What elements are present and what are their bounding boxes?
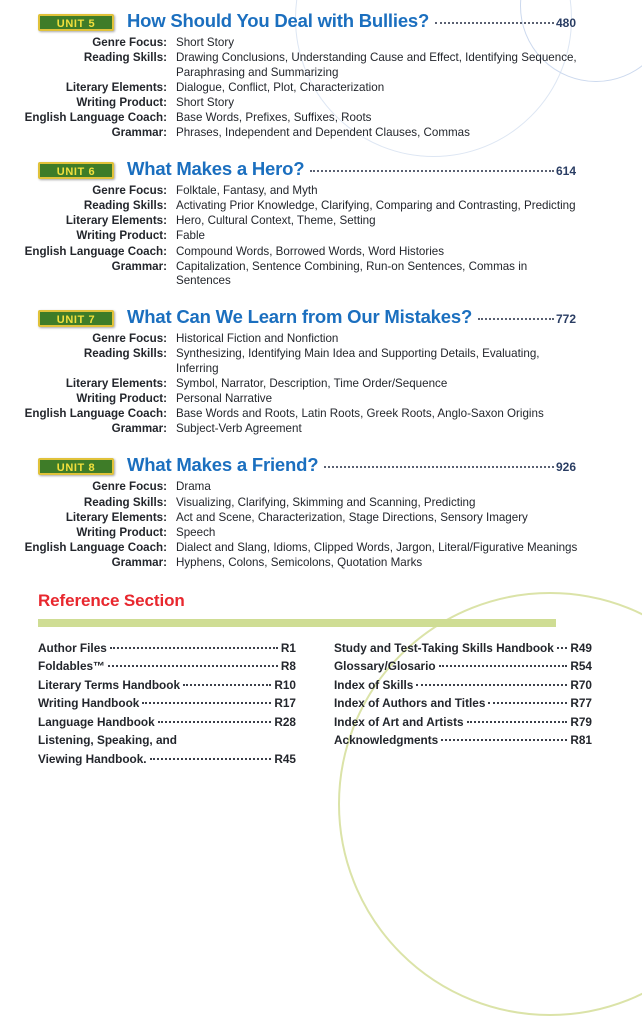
reference-item-label: Literary Terms Handbook [38, 677, 181, 692]
reference-item-page: R45 [274, 751, 296, 766]
detail-label: Grammar: [111, 259, 167, 273]
detail-row [0, 511, 642, 526]
reference-item-label: Author Files [38, 640, 107, 655]
reference-item-page: R28 [274, 714, 296, 729]
dot-leader [150, 757, 272, 760]
detail-label: English Language Coach: [24, 540, 167, 554]
detail-value: Subject-Verb Agreement [176, 422, 302, 436]
reference-section-rule [38, 619, 556, 627]
detail-row [0, 332, 642, 347]
detail-label: English Language Coach: [24, 244, 167, 258]
detail-label: Literary Elements: [65, 377, 167, 391]
unit-detail-rows [0, 36, 642, 141]
reference-columns [38, 640, 592, 771]
unit-page-number: 926 [555, 460, 576, 475]
detail-value: Dialogue, Conflict, Plot, Characterization [176, 80, 385, 94]
detail-label: Writing Product: [76, 229, 167, 243]
detail-label: Reading Skills: [83, 51, 167, 65]
detail-label: Writing Product: [76, 525, 167, 539]
dot-leader [183, 683, 271, 686]
detail-row [0, 111, 642, 126]
detail-value: Base Words and Roots, Latin Roots, Greek Roots, Anglo-Saxon Origins [176, 407, 544, 421]
dot-leader [110, 646, 278, 649]
dot-leader [441, 738, 567, 741]
detail-value: Historical Fiction and Nonfiction [176, 332, 339, 346]
detail-value: Hero, Cultural Context, Theme, Setting [176, 214, 376, 228]
unit-page-number: 480 [555, 16, 576, 30]
detail-value: Drama [176, 480, 211, 494]
unit-entry-5 [0, 0, 642, 141]
dot-leader [557, 646, 568, 649]
reference-item-page: R17 [274, 696, 296, 711]
reference-item[interactable] [334, 678, 592, 692]
detail-row [0, 184, 642, 199]
detail-label: Reading Skills: [83, 495, 167, 509]
detail-row [0, 407, 642, 422]
reference-item-label: Glossary/Glosario [334, 659, 436, 674]
detail-label: Grammar: [111, 555, 167, 569]
unit-page-number: 772 [555, 312, 576, 327]
reference-item[interactable] [334, 733, 592, 747]
detail-value: Short Story [176, 36, 234, 49]
detail-label: Literary Elements: [65, 510, 167, 524]
reference-item-page: R70 [570, 677, 592, 692]
reference-item-page: R77 [570, 696, 592, 711]
detail-row [0, 51, 642, 80]
detail-value: Activating Prior Knowledge, Clarifying, Comparing and Contrasting, Predicting [176, 199, 576, 213]
reference-item[interactable] [38, 715, 296, 729]
unit-title[interactable]: How Should You Deal with Bullies? [127, 10, 430, 31]
detail-row [0, 377, 642, 392]
detail-row [0, 480, 642, 495]
detail-value: Synthesizing, Identifying Main Idea and Supporting Details, Evaluating, Inferring [176, 347, 540, 375]
detail-value: Folktale, Fantasy, and Myth [176, 184, 318, 198]
detail-value: Compound Words, Borrowed Words, Word Histories [176, 244, 445, 258]
detail-value: Symbol, Narrator, Description, Time Order/Sequence [176, 377, 448, 391]
detail-row [0, 36, 642, 51]
unit-header [0, 10, 642, 32]
unit-header [0, 306, 642, 328]
dot-leader [488, 701, 567, 704]
detail-value: Act and Scene, Characterization, Stage Directions, Sensory Imagery [176, 510, 528, 524]
dot-leader [158, 720, 272, 723]
detail-value: Capitalization, Sentence Combining, Run-on Sentences, Commas in Sentences [176, 259, 528, 288]
unit-badge[interactable]: UNIT 6 [38, 162, 114, 179]
reference-item-label: Listening, Speaking, and [38, 733, 177, 748]
detail-value: Phrases, Independent and Dependent Clauses, Commas [176, 126, 470, 140]
unit-detail-rows [0, 480, 642, 570]
detail-label: Writing Product: [76, 392, 167, 406]
detail-row [0, 541, 642, 556]
reference-item-label: Index of Authors and Titles [334, 696, 486, 711]
unit-title-line [127, 158, 576, 180]
dot-leader [467, 720, 568, 723]
detail-label: Genre Focus: [92, 332, 167, 346]
reference-item-page: R49 [570, 640, 592, 655]
reference-section [0, 591, 642, 771]
unit-detail-rows [0, 184, 642, 289]
detail-label: Reading Skills: [83, 199, 167, 213]
detail-label: Literary Elements: [65, 214, 167, 228]
detail-row [0, 260, 642, 289]
dot-leader [310, 169, 554, 172]
detail-row [0, 556, 642, 571]
unit-title-line [127, 454, 576, 476]
dot-leader [416, 683, 567, 686]
detail-label: English Language Coach: [24, 407, 167, 421]
reference-item-page: R79 [570, 714, 592, 729]
detail-row [0, 214, 642, 229]
detail-label: Reading Skills: [83, 347, 167, 361]
unit-title[interactable]: What Can We Learn from Our Mistakes? [127, 306, 473, 328]
reference-item-label: Study and Test-Taking Skills Handbook [334, 640, 554, 655]
detail-value: Drawing Conclusions, Understanding Cause and Effect, Identifying Sequence, Paraphrasing and Summarizing [176, 51, 577, 79]
detail-row [0, 126, 642, 141]
unit-page-number: 614 [555, 164, 576, 179]
reference-item-label: Viewing Handbook. [38, 751, 147, 766]
dot-leader [439, 664, 568, 667]
unit-badge[interactable]: UNIT 8 [38, 458, 114, 475]
reference-item[interactable] [334, 696, 592, 710]
reference-item-page: R81 [570, 733, 592, 748]
reference-item[interactable] [38, 752, 296, 766]
detail-row [0, 526, 642, 541]
detail-label: Grammar: [111, 422, 167, 436]
unit-detail-rows [0, 332, 642, 437]
reference-item[interactable] [38, 659, 296, 673]
detail-value: Base Words, Prefixes, Suffixes, Roots [176, 110, 372, 124]
unit-entry-8 [0, 437, 642, 570]
reference-item-label: Language Handbook [38, 714, 155, 729]
dot-leader [108, 664, 278, 667]
reference-item[interactable] [38, 678, 296, 692]
reference-section-heading: Reference Section [38, 590, 185, 610]
detail-value: Hyphens, Colons, Semicolons, Quotation Marks [176, 555, 423, 569]
reference-item-label: Acknowledgments [334, 733, 439, 748]
detail-label: English Language Coach: [24, 110, 167, 124]
reference-item-page: R54 [570, 659, 592, 674]
reference-column-left [38, 641, 296, 771]
unit-entry-7 [0, 289, 642, 437]
reference-item-page: R10 [274, 677, 296, 692]
unit-title[interactable]: What Makes a Friend? [127, 454, 319, 476]
reference-item-label: Writing Handbook [38, 696, 140, 711]
detail-label: Genre Focus: [92, 480, 167, 494]
detail-label: Writing Product: [76, 95, 167, 109]
unit-entry-6 [0, 141, 642, 289]
dot-leader [324, 465, 554, 468]
detail-row [0, 347, 642, 376]
detail-row [0, 229, 642, 244]
reference-item[interactable] [38, 733, 296, 747]
unit-header [0, 158, 642, 180]
detail-value: Visualizing, Clarifying, Skimming and Scanning, Predicting [176, 495, 476, 509]
detail-row [0, 496, 642, 511]
detail-value: Speech [176, 525, 216, 539]
detail-value: Dialect and Slang, Idioms, Clipped Words, Jargon, Literal/Figurative Meanings [176, 540, 578, 554]
detail-row [0, 392, 642, 407]
detail-label: Literary Elements: [65, 80, 167, 94]
reference-item-label: Index of Skills [334, 677, 414, 692]
detail-row [0, 422, 642, 437]
unit-title[interactable]: What Makes a Hero? [127, 158, 305, 180]
reference-column-right [334, 641, 592, 771]
detail-label: Genre Focus: [92, 184, 167, 198]
dot-leader [478, 317, 554, 320]
unit-title-line [127, 10, 576, 32]
reference-item[interactable] [38, 641, 296, 655]
detail-row [0, 96, 642, 111]
reference-item-page: R1 [280, 640, 296, 655]
detail-row [0, 245, 642, 260]
unit-title-line [127, 306, 576, 328]
detail-label: Genre Focus: [92, 36, 167, 49]
unit-badge[interactable]: UNIT 5 [38, 14, 114, 31]
dot-leader [142, 701, 271, 704]
detail-row [0, 81, 642, 96]
reference-item[interactable] [334, 715, 592, 729]
detail-label: Grammar: [111, 126, 167, 140]
unit-badge[interactable]: UNIT 7 [38, 310, 114, 327]
detail-value: Personal Narrative [176, 392, 273, 406]
detail-row [0, 199, 642, 214]
dot-leader [435, 21, 554, 24]
reference-item-page: R8 [280, 659, 296, 674]
reference-item-label: Foldables™ [38, 659, 105, 674]
unit-header [0, 454, 642, 476]
reference-item-label: Index of Art and Artists [334, 714, 464, 729]
reference-item[interactable] [334, 659, 592, 673]
reference-item[interactable] [334, 641, 592, 655]
detail-value: Short Story [176, 95, 234, 109]
detail-value: Fable [176, 229, 206, 243]
reference-item[interactable] [38, 696, 296, 710]
